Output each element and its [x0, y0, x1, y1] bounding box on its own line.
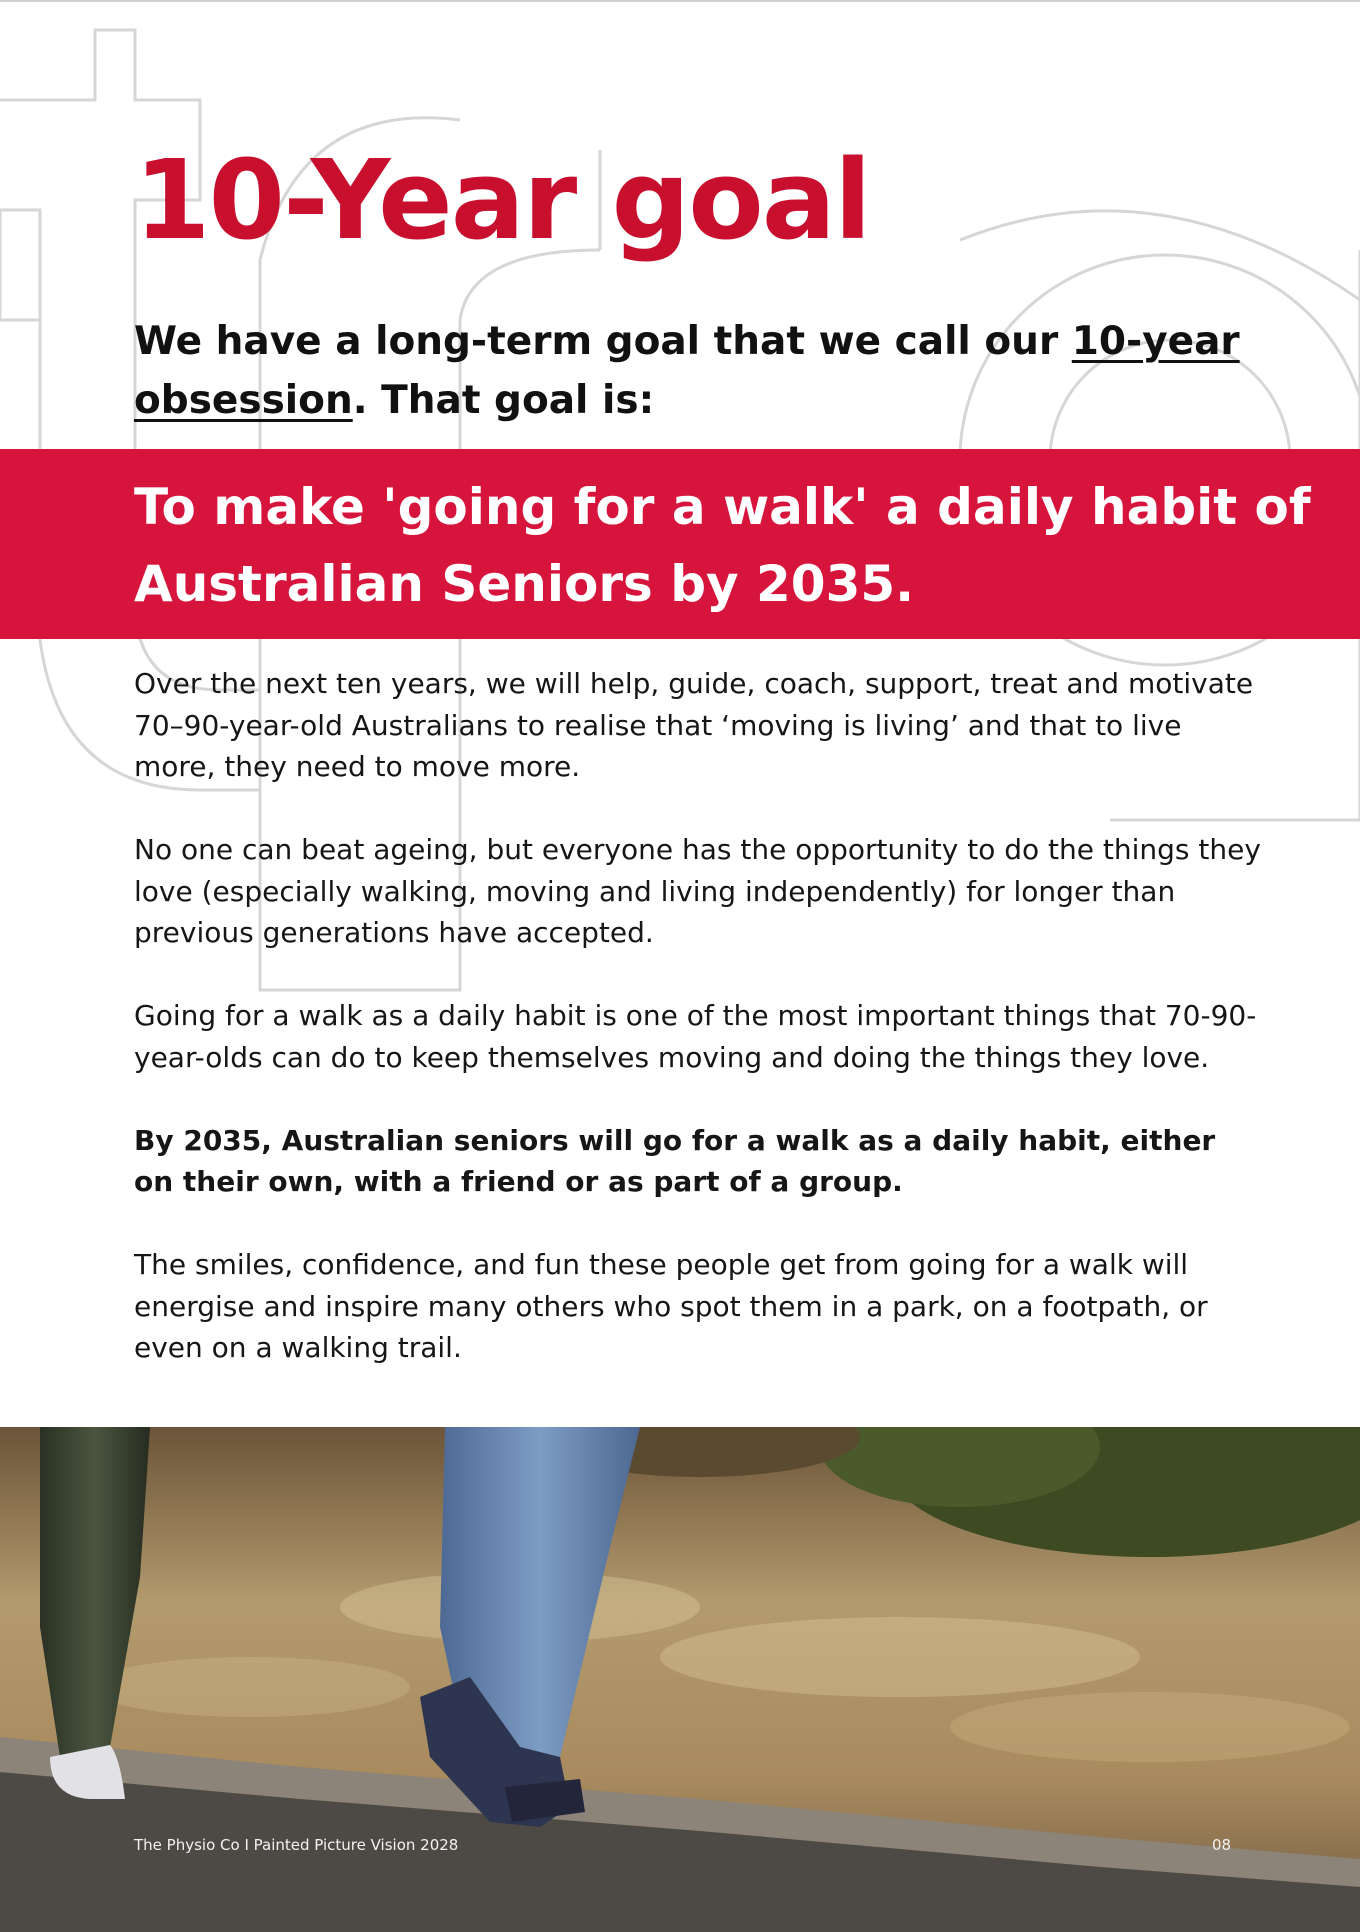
ten-year-obsession-link: 10-year obsession: [134, 319, 1240, 423]
paragraph-next-ten-years: Over the next ten years, we will help, guide, coach, support, treat and motivate 70–90-year-old Australians to realise that ‘moving is living’ and that to live more, they need to move more.: [134, 667, 1254, 783]
body-copy: [134, 663, 1264, 1410]
paragraph-ageing: No one can beat ageing, but everyone has the opportunity to do the things they love (especially walking, moving and living independently) for longer than previous generations have accepted.: [134, 833, 1261, 949]
page-title: 10-Year goal: [134, 136, 870, 264]
intro-statement: [134, 312, 1254, 430]
paragraph-smiles: The smiles, confidence, and fun these people get from going for a walk will energise and inspire many others who spot them in a park, on a footpath, or even on a walking trail.: [134, 1248, 1208, 1364]
paragraph-by-2035: By 2035, Australian seniors will go for a walk as a daily habit, either on their own, with a friend or as part of a group.: [134, 1123, 1216, 1198]
paragraph-daily-habit: Going for a walk as a daily habit is one of the most important things that 70-90-year-olds can do to keep themselves moving and doing the things they love.: [134, 999, 1257, 1074]
intro-lead-text: We have a long-term goal that we call our: [134, 319, 1072, 364]
walking-seniors-photo: [0, 1427, 1360, 1932]
goal-highlight-band: [0, 449, 1360, 639]
footer-page-number: 08: [1212, 1836, 1232, 1854]
intro-tail-text: . That goal is:: [352, 378, 655, 423]
footer-publication: The Physio Co I Painted Picture Vision 2028: [134, 1836, 459, 1854]
goal-statement: To make 'going for a walk' a daily habit of Australian Seniors by 2035.: [134, 478, 1311, 613]
